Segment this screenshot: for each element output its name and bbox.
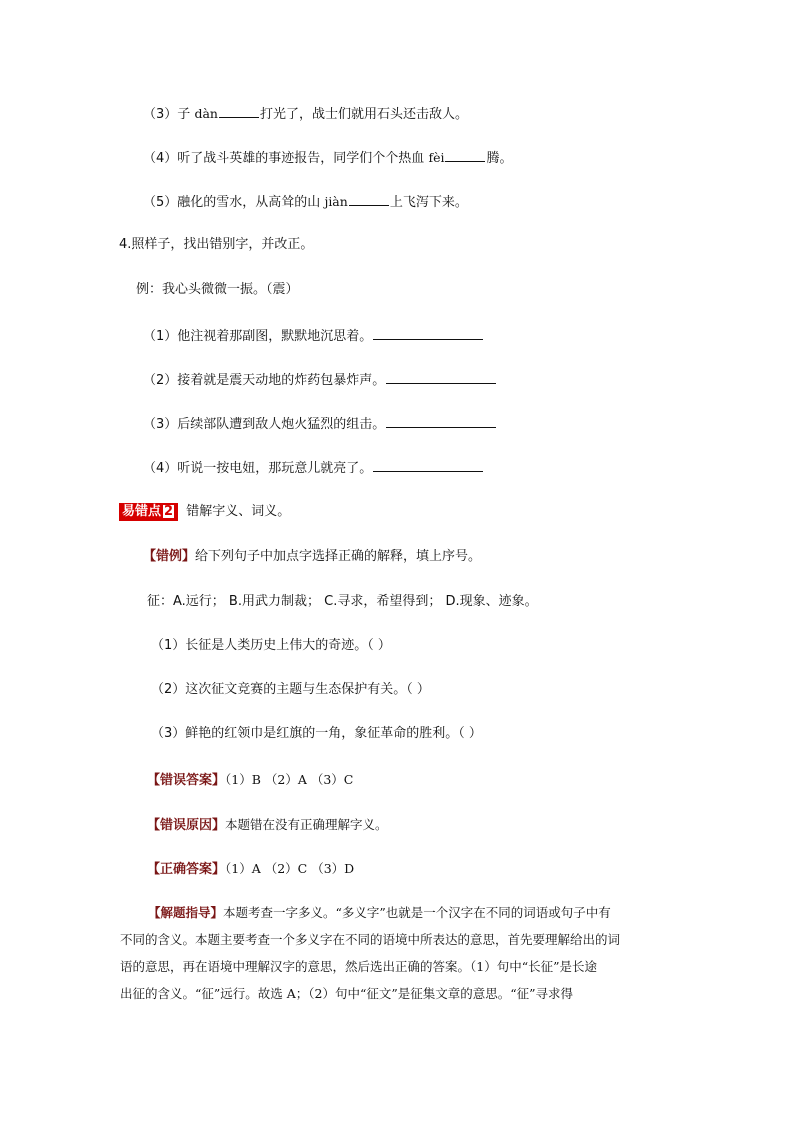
item-text: 听了战斗英雄的事迹报告，同学们个个热血 — [177, 151, 425, 166]
item-text: 腾。 — [486, 151, 513, 166]
item-text: 打光了，战士们就用石头还击敌人。 — [259, 107, 468, 122]
item-text: 融化的雪水，从高耸的山 — [177, 195, 321, 210]
answer-blank[interactable] — [386, 414, 496, 428]
answer-blank[interactable] — [386, 370, 496, 384]
fill-item-3 — [143, 104, 468, 124]
item-number: （3） — [143, 107, 178, 122]
answer-blank[interactable] — [219, 104, 259, 118]
error-point-badge: 易错点 2 — [119, 503, 178, 521]
wrong-answer-label: 【错误答案】 — [147, 773, 226, 788]
guide-line: 不同的含义。本题主要考查一个多义字在不同的语境中所表达的意思，首先要理解给出的词 — [120, 932, 621, 947]
guide-line: 出征的含义。“征”远行。故选 A；（2）句中“征文”是征集文章的意思。“征”寻求得 — [120, 986, 574, 1001]
fill-item-5 — [143, 192, 468, 212]
pinyin-hint: dàn — [194, 106, 218, 121]
answer-blank[interactable] — [373, 326, 483, 340]
question-4-item-3: （3）后续部队遭到敌人炮火猛烈的组击。 — [143, 414, 497, 434]
example-item-1: （1）长征是人类历史上伟大的奇迹。（ ） — [151, 638, 391, 653]
example-item-3: （3）鲜艳的红领巾是红旗的一角，象征革命的胜利。（ ） — [151, 726, 482, 741]
definition-options: 征：A.远行； B.用武力制裁； C.寻求，希望得到； D.现象、迹象。 — [147, 594, 538, 609]
badge-number: 2 — [164, 504, 174, 519]
section-title: 错解字义、词义。 — [186, 504, 291, 519]
question-4-item-1: （1）他注视着那副图，默默地沉思着。 — [143, 326, 484, 346]
answer-blank[interactable] — [445, 148, 485, 162]
correct-answer-row — [147, 860, 354, 879]
correct-answer-label: 【正确答案】 — [147, 862, 226, 877]
question-4-item-4: （4）听说一按电妞，那玩意儿就亮了。 — [143, 458, 484, 478]
guide-line: 【解题指导】本题考查一字多义。“多义字”也就是一个汉字在不同的词语或句子中有 — [148, 905, 611, 920]
wrong-answer: （1）B （2）A （3）C — [225, 772, 354, 787]
pinyin-hint: jiàn — [324, 194, 348, 209]
pinyin-hint: fèi — [428, 150, 445, 165]
wrong-answer-row — [147, 771, 353, 790]
question-4-title: 4.照样子，找出错别字，并改正。 — [119, 237, 314, 252]
answer-blank[interactable] — [373, 458, 483, 472]
guide-label: 【解题指导】 — [148, 905, 224, 920]
error-reason: 本题错在没有正确理解字义。 — [225, 817, 388, 832]
correct-answer: （1）A （2）C （3）D — [225, 861, 355, 876]
item-text: 子 — [177, 107, 191, 122]
guide-line: 语的意思，再在语境中理解汉字的意思，然后选出正确的答案。（1）句中“长征”是长途 — [120, 959, 597, 974]
item-number: （4） — [143, 151, 178, 166]
error-reason-label: 【错误原因】 — [147, 818, 226, 833]
item-text: 上飞泻下来。 — [389, 195, 468, 210]
question-4-item-2: （2）接着就是震天动地的炸药包暴炸声。 — [143, 370, 497, 390]
question-4-example: 例：我心头微微一振。（震） — [136, 282, 299, 297]
section-header — [119, 503, 290, 521]
example-prompt: 【错例】给下列句子中加点字选择正确的解释，填上序号。 — [143, 549, 482, 564]
answer-blank[interactable] — [349, 192, 389, 206]
fill-item-4 — [143, 148, 512, 168]
error-reason-row — [147, 816, 388, 835]
solution-guide — [120, 899, 676, 1007]
item-number: （5） — [143, 195, 178, 210]
example-label: 【错例】 — [143, 549, 196, 564]
example-item-2: （2）这次征文竞赛的主题与生态保护有关。（ ） — [151, 682, 430, 697]
